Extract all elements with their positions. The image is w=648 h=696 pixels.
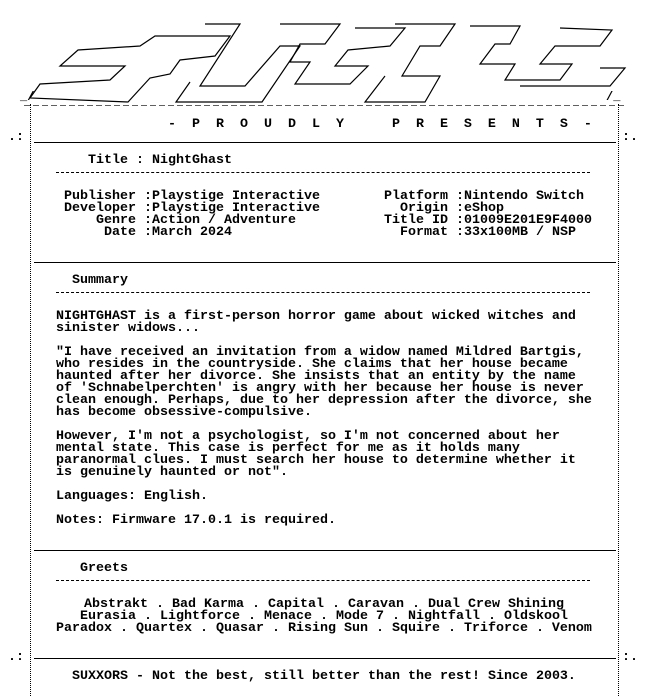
summary-outro-line: mental state. This case is perfect for me as it holds many [56, 441, 520, 456]
greets-underline [56, 580, 590, 581]
info-label: Format : [400, 225, 464, 240]
summary-quote-line: of 'Schnabelperchten' is angry with her because her house is never [56, 381, 584, 396]
svg-text:_/: _/ [20, 90, 35, 104]
section-divider [34, 550, 616, 551]
svg-text:/_: /_ [606, 90, 621, 104]
title-label: Title : [88, 153, 144, 168]
info-value: eShop [464, 201, 504, 216]
info-label: Publisher : [64, 189, 152, 204]
info-value: Nintendo Switch [464, 189, 584, 204]
section-divider [34, 658, 616, 659]
proudly-presents: - P R O U D L Y P R E S E N T S - [168, 117, 592, 132]
footer-tagline: SUXXORS - Not the best, still better than the rest! Since 2003. [72, 669, 576, 684]
summary-quote-line: "I have received an invitation from a widow named Mildred Bartgis, [56, 345, 584, 360]
title-underline [56, 172, 590, 173]
greets-heading: Greets [80, 561, 128, 576]
languages-line: Languages: English. [56, 489, 208, 504]
right-corner-mark-bottom: :. [622, 650, 638, 665]
info-value: 33x100MB / NSP [464, 225, 576, 240]
info-label: Title ID : [384, 213, 464, 228]
summary-underline [56, 292, 590, 293]
info-value: 01009E201E9F4000 [464, 213, 592, 228]
info-value: Action / Adventure [152, 213, 296, 228]
greets-line: Abstrakt . Bad Karma . Capital . Caravan . Dual Crew Shining [84, 597, 564, 612]
left-corner-mark: .: [8, 130, 24, 145]
info-label: Platform : [384, 189, 464, 204]
summary-intro-line: sinister widows... [56, 321, 200, 336]
info-label: Genre : [96, 213, 152, 228]
info-label: Developer : [64, 201, 152, 216]
right-corner-mark: :. [622, 130, 638, 145]
info-value: March 2024 [152, 225, 232, 240]
info-value: Playstige Interactive [152, 201, 320, 216]
summary-quote-line: who resides in the countryside. She claims that her house became [56, 357, 568, 372]
info-label: Origin : [400, 201, 464, 216]
summary-quote-line: clean enough. Perhaps, due to her depression after the divorce, she [56, 393, 592, 408]
section-divider [34, 262, 616, 263]
summary-outro-line: is genuinely haunted or not". [56, 465, 288, 480]
group-logo-art [0, 6, 648, 106]
notes-line: Notes: Firmware 17.0.1 is required. [56, 513, 336, 528]
summary-heading: Summary [72, 273, 128, 288]
info-value: Playstige Interactive [152, 189, 320, 204]
info-label: Date : [104, 225, 152, 240]
title-line [88, 155, 232, 167]
greets-line: Paradox . Quartex . Quasar . Rising Sun . Squire . Triforce . Venom [56, 621, 592, 636]
title-value: NightGhast [152, 153, 232, 168]
greets-line: Eurasia . Lightforce . Menace . Mode 7 . Nightfall . Oldskool [80, 609, 568, 624]
summary-quote-line: haunted after her divorce. She insists that an entity by the name [56, 369, 576, 384]
summary-outro-line: However, I'm not a psychologist, so I'm not concerned about her [56, 429, 560, 444]
summary-quote-line: has become obsessive-compulsive. [56, 405, 312, 420]
summary-outro-line: paranormal clues. I must search her house to determine whether it [56, 453, 576, 468]
left-corner-mark-bottom: .: [8, 650, 24, 665]
section-divider [34, 142, 616, 143]
summary-intro-line: NIGHTGHAST is a first-person horror game about wicked witches and [56, 309, 576, 324]
